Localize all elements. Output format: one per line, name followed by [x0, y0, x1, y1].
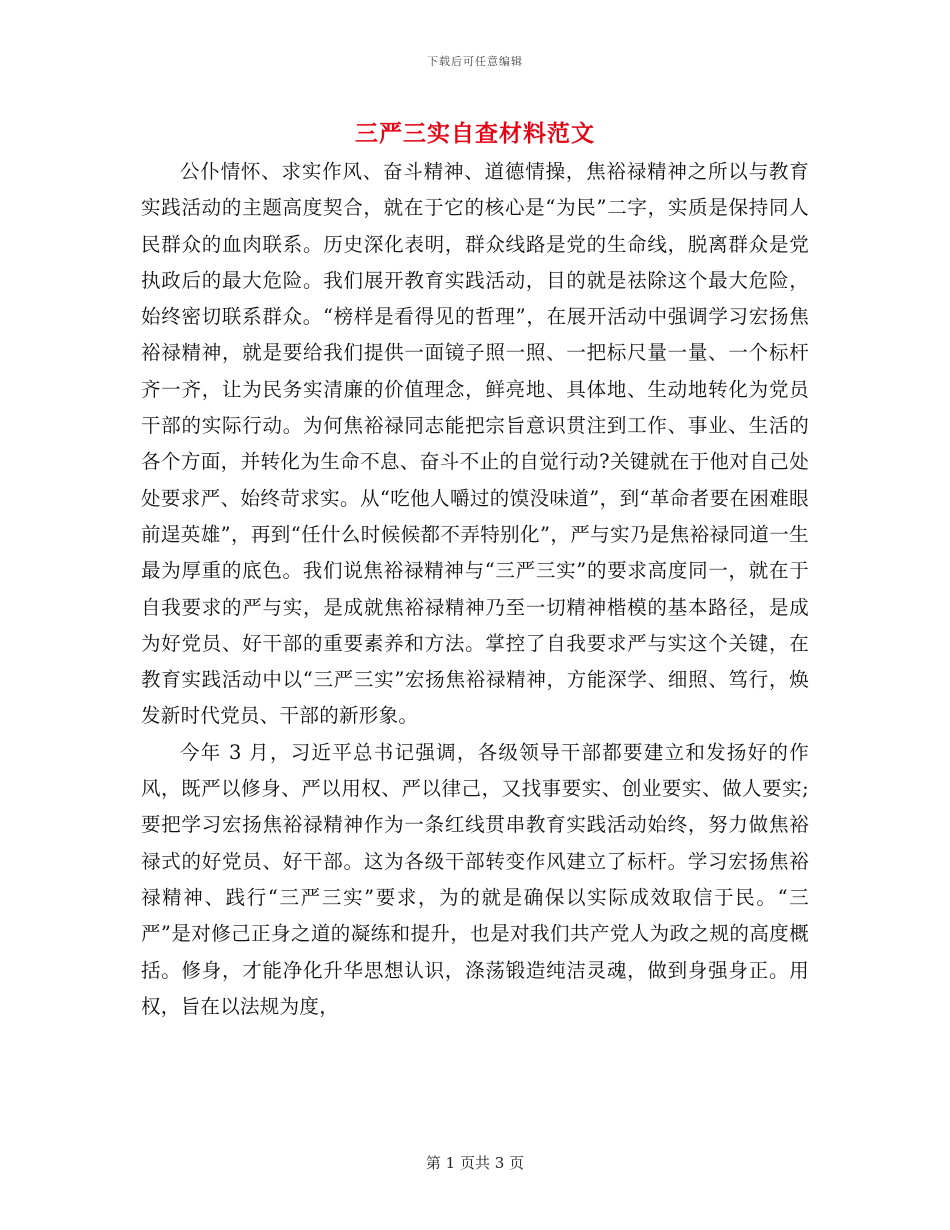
page-number-footer: 第 1 页共 3 页 [425, 1154, 525, 1172]
paragraph-1: 公仆情怀、求实作风、奋斗精神、道德情操，焦裕禄精神之所以与教育实践活动的主题高度契合，就在于它的核心是“为民”二字，实质是保持同人民群众的血肉联系。历史深化表明，群众线路是党的生命线，脱离群众是党执政后的最大危险。我们展开教育实践活动，目的就是祛除这个最大危险，始终密切联系群众。“榜样是看得见的哲理”，在展开活动中强调学习宏扬焦裕禄精神，就是要给我们提供一面镜子照一照、一把标尺量一量、一个标杆齐一齐，让为民务实清廉的价值理念，鲜亮地、具体地、生动地转化为党员干部的实际行动。为何焦裕禄同志能把宗旨意识贯注到工作、事业、生活的各个方面，并转化为生命不息、奋斗不止的自觉行动?关键就在于他对自己处处要求严、始终苛求实。从“吃他人嚼过的馍没味道”，到“革命者要在困难眼前逞英雄”，再到“任什么时候候都不弄特别化”，严与实乃是焦裕禄同道一生最为厚重的底色。我们说焦裕禄精神与“三严三实”的要求高度同一，就在于自我要求的严与实，是成就焦裕禄精神乃至一切精神楷模的基本路径，是成为好党员、好干部的重要素养和方法。掌控了自我要求严与实这个关键，在教育实践活动中以“三严三实”宏扬焦裕禄精神，方能深学、细照、笃行，焕发新时代党员、干部的新形象。 [141, 160, 809, 728]
paragraph-2: 今年 3 月，习近平总书记强调，各级领导干部都要建立和发扬好的作风，既严以修身、严以用权、严以律己，又找事要实、创业要实、做人要实;要把学习宏扬焦裕禄精神作为一条红线贯串教育实践活动始终，努力做焦裕禄式的好党员、好干部。这为各级干部转变作风建立了标杆。学习宏扬焦裕禄精神、践行“三严三实”要求，为的就是确保以实际成效取信于民。“三严”是对修己正身之道的凝练和提升，也是对我们共产党人为政之规的高度概括。修身，才能净化升华思想认识，涤荡锻造纯洁灵魂，做到身强身正。用权，旨在以法规为度， [141, 740, 809, 1018]
document-title: 三严三实自查材料范文 [355, 120, 595, 147]
header-note: 下载后可任意编辑 [427, 55, 523, 68]
document-body [141, 154, 809, 1025]
